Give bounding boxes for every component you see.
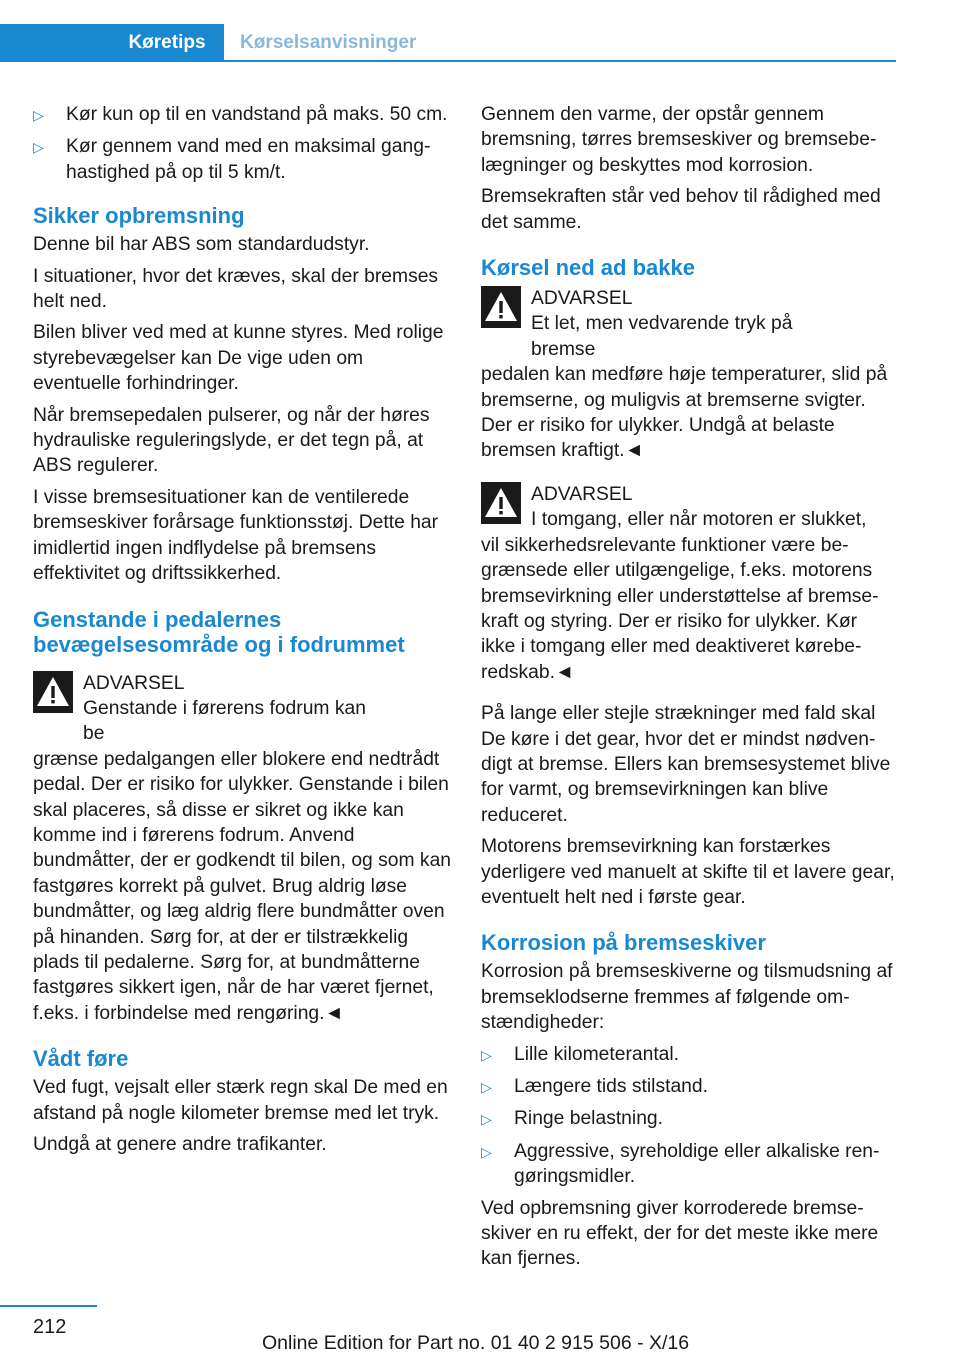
section-heading: Sikker opbremsning — [33, 203, 245, 229]
triangle-right-icon: ▷ — [481, 1079, 492, 1095]
paragraph: Korrosion på bremseskiverne og tilsmudsning af bremseklodserne fremmes af følgende omstændigheder: — [481, 961, 893, 1034]
section-heading: Genstande i pedalernes bevægelsesområde og i fodrummet — [33, 606, 405, 657]
list-item: ▷ Kør kun op til en vandstand på maks. 50 cm. — [33, 102, 451, 128]
section-heading: Vådt føre — [33, 1046, 129, 1072]
warning-text: I tomgang, eller når motoren er slukket, — [531, 509, 867, 531]
paragraph: På lange eller stejle strækninger med fald skal De køre i det gear, hvor det er mindst nødvendigt at bremse. Ellers kan bremsesystemet blive for varmt, og bremsevirkningen kan blive reduceret. — [481, 703, 891, 826]
paragraph: Gennem den varme, der opstår gennem bremsning, tørres bremseskiver og bremsebelægninger og beskyttes mod korrosion. — [481, 104, 877, 176]
warning-text: pedalen kan medføre høje temperaturer, slid på bremserne, og muligvis at bremserne svigter. Der er risiko for ulykker. Undgå at belaste bremsen kraftigt.◄ — [481, 364, 888, 462]
triangle-right-icon: ▷ — [33, 107, 44, 123]
list-item: ▷ Længere tids stilstand. — [481, 1074, 895, 1100]
tab-koeretips[interactable]: Køretips — [0, 24, 224, 62]
list-item: ▷ Lille kilometerantal. — [481, 1042, 895, 1068]
paragraph: Bremsekraften står ved behov til rådighed med det samme. — [481, 186, 881, 233]
warning-label: ADVARSEL — [83, 672, 185, 694]
left-column — [33, 102, 451, 1163]
warning-text: grænse pedalgangen eller blokere end nedtrådt pedal. Der er risiko for ulykker. Genstande i bilen skal placeres, så disse er sikret og ikke kan komme ind i førerens fodrum. Anvend bundmåtter, der er godkendt til bilen, og som kan fastgøres korrekt på gulvet. Brug aldrig løse bundmåtter, og læg aldrig flere bundmåtter oven på hinanden. Sørg for, at der er tilstrækkelig plads til pedalerne. Sørg for, at bundmåtterne fastgøres sikkert igen, når de har været fjernet, f.eks. i forbindelse med rengøring.◄ — [33, 748, 452, 1024]
chapter-tabbar — [0, 24, 896, 62]
right-column — [481, 102, 895, 1278]
triangle-right-icon: ▷ — [481, 1111, 492, 1128]
paragraph: Ved opbremsning giver korroderede bremseskiver en ru effekt, der for det meste ikke mere kan fjernes. — [481, 1197, 879, 1270]
paragraph: Motorens bremsevirkning kan forstærkes yderligere ved manuelt at skifte til et lavere gear, eventuelt helt ned i første gear. — [481, 836, 895, 908]
warning-label: ADVARSEL — [531, 483, 633, 505]
warning-box — [481, 286, 895, 464]
triangle-right-icon: ▷ — [481, 1143, 492, 1160]
paragraph: Bilen bliver ved med at kunne styres. Med rolige styrebevægelser kan De vige uden om eventuelle forhindringer. — [33, 322, 444, 395]
paragraph: Denne bil har ABS som standardudstyr. — [33, 234, 370, 256]
tab-koerselsanvisninger[interactable]: Kørselsanvisninger — [240, 32, 417, 53]
warning-text: vil sikkerhedsrelevante funktioner være begrænsede eller utilgængelige, f.eks. motorens bremsevirkning eller understøttelse af bremsekraft og styring. Der er risiko for ulykker. Kør ikke i tomgang eller med deaktiveret køreberedskab.◄ — [481, 534, 879, 683]
warning-text: Genstande i førerens fodrum kan be — [83, 697, 366, 745]
paragraph: Når bremsepedalen pulserer, og når der høres hydrauliske reguleringslyde, er det tegn på, at ABS regulerer. — [33, 404, 430, 477]
warning-text: Et let, men vedvarende tryk på bremse — [531, 313, 793, 360]
paragraph: I visse bremsesituationer kan de ventilerede bremseskiver forårsage funktionsstøj. Dette har imidlertid ingen indflydelse på bremsens effektivitet og driftssikkerhed. — [33, 486, 439, 585]
triangle-right-icon: ▷ — [33, 139, 44, 156]
paragraph: Undgå at genere andre trafikanter. — [33, 1134, 327, 1155]
paragraph: I situationer, hvor det kræves, skal der bremses helt ned. — [33, 265, 439, 313]
section-heading: Kørsel ned ad bakke — [481, 255, 695, 281]
list-item: ▷ Ringe belastning. — [481, 1106, 895, 1132]
warning-triangle-icon — [481, 286, 521, 328]
warning-box — [33, 671, 451, 1027]
warning-label: ADVARSEL — [531, 288, 633, 310]
tab-underline — [224, 60, 896, 62]
warning-box — [481, 482, 895, 685]
section-heading: Korrosion på bremseskiver — [481, 930, 766, 956]
warning-triangle-icon — [33, 671, 73, 713]
paragraph: Ved fugt, vejsalt eller stærk regn skal De med en afstand på nogle kilometer bremse med let tryk. — [33, 1077, 448, 1124]
list-item: ▷ Aggressive, syreholdige eller alkaliske rengøringsmidler. — [481, 1139, 895, 1190]
warning-triangle-icon — [481, 482, 521, 524]
page-number: 212 — [33, 1316, 67, 1338]
triangle-right-icon: ▷ — [481, 1046, 492, 1063]
edition-footer: Online Edition for Part no. 01 40 2 915 506 - X/16 — [262, 1332, 690, 1354]
footer-divider — [0, 1305, 97, 1307]
list-item: ▷ Kør gennem vand med en maksimal ganghastighed på op til 5 km/t. — [33, 134, 451, 185]
